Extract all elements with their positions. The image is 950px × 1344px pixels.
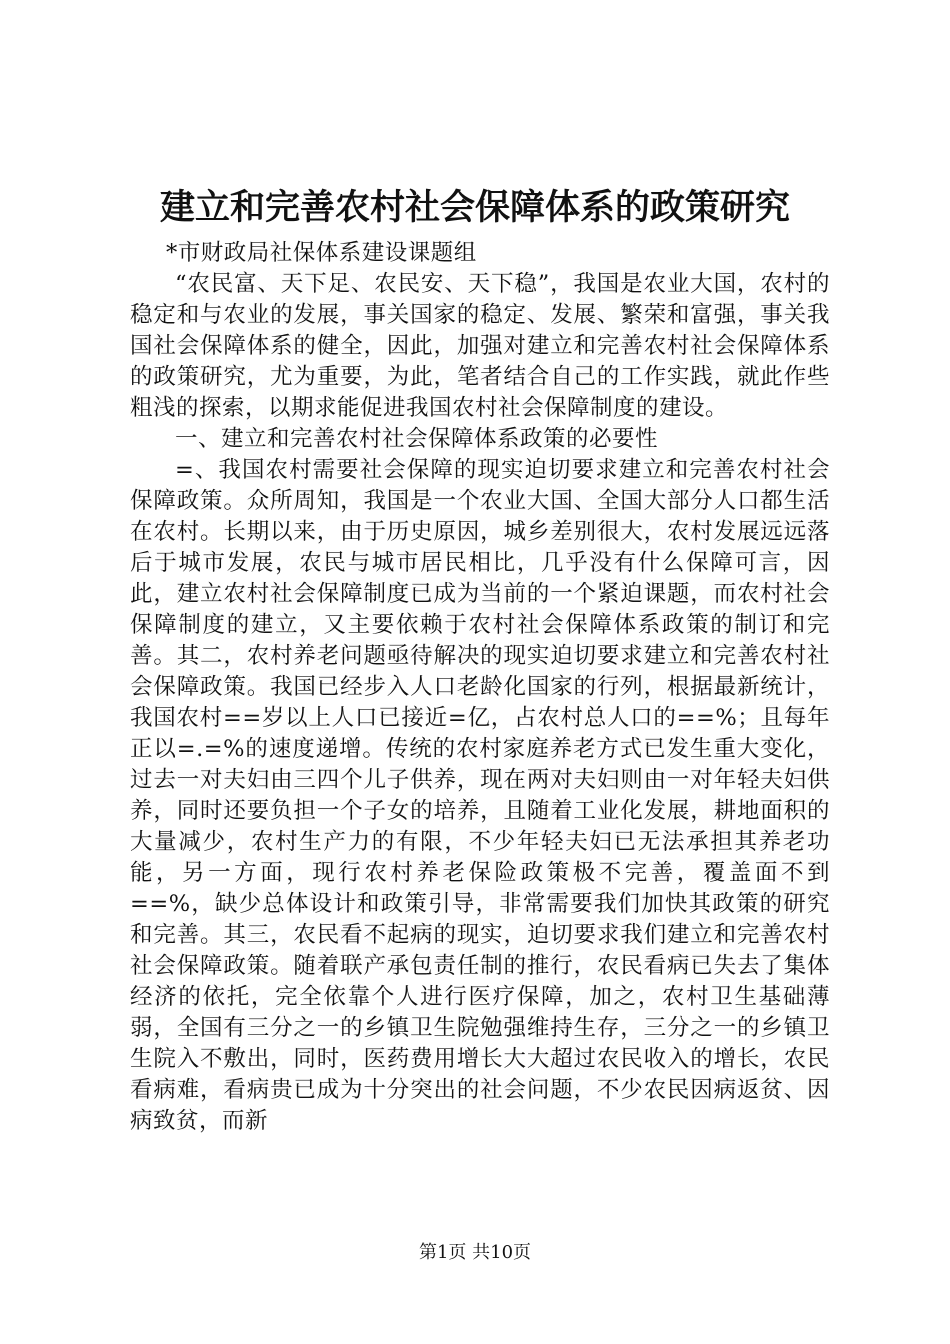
document-title: 建立和完善农村社会保障体系的政策研究	[159, 187, 790, 228]
section-heading: 一、建立和完善农村社会保障体系政策的必要性	[175, 426, 659, 452]
intro-paragraph: “农民富、天下足、农民安、天下稳”，我国是农业大国，农村的稳定和与农业的发展，事关国家的稳定、发展、繁荣和富强，事关我国社会保障体系的健全，因此，加强对建立和完善农村社会保障体系的政策研究，尤为重要，为此，笔者结合自己的工作实践，就此作些粗浅的探索，以期求能促进我国农村社会保障制度的建设。	[130, 271, 830, 421]
page-footer: 第1页 共10页	[418, 1242, 532, 1263]
body-paragraph: =、我国农村需要社会保障的现实迫切要求建立和完善农村社会保障政策。众所周知，我国是一个农业大国、全国大部分人口都生活在农村。长期以来，由于历史原因，城乡差别很大，农村发展远远落后于城市发展，农民与城市居民相比，几乎没有什么保障可言，因此，建立农村社会保障制度已成为当前的一个紧迫课题，而农村社会保障制度的建立，又主要依赖于农村社会保障体系政策的制订和完善。其二，农村养老问题亟待解决的现实迫切要求建立和完善农村社会保障政策。我国已经步入人口老龄化国家的行列，根据最新统计，我国农村==岁以上人口已接近=亿，占农村总人口的==%；且每年正以=.=%的速度递增。传统的农村家庭养老方式已发生重大变化，过去一对夫妇由三四个儿子供养，现在两对夫妇则由一对年轻夫妇供养，同时还要负担一个子女的培养，且随着工业化发展，耕地面积的大量减少，农村生产力的有限，不少年轻夫妇已无法承担其养老功能，另一方面，现行农村养老保险政策极不完善，覆盖面不到==%，缺少总体设计和政策引导，非常需要我们加快其政策的研究和完善。其三，农民看不起病的现实，迫切要求我们建立和完善农村社会保障政策。随着联产承包责任制的推行，农民看病已失去了集体经济的依托，完全依靠个人进行医疗保障，加之，农村卫生基础薄弱，全国有三分之一的乡镇卫生院勉强维持生存，三分之一的乡镇卫生院入不敷出，同时，医药费用增长大大超过农民收入的增长，农民看病难，看病贵已成为十分突出的社会问题，不少农民因病返贫、因病致贫，而新	[130, 457, 830, 1134]
author-line: *市财政局社保体系建设课题组	[166, 240, 477, 266]
document-body	[130, 238, 830, 1137]
